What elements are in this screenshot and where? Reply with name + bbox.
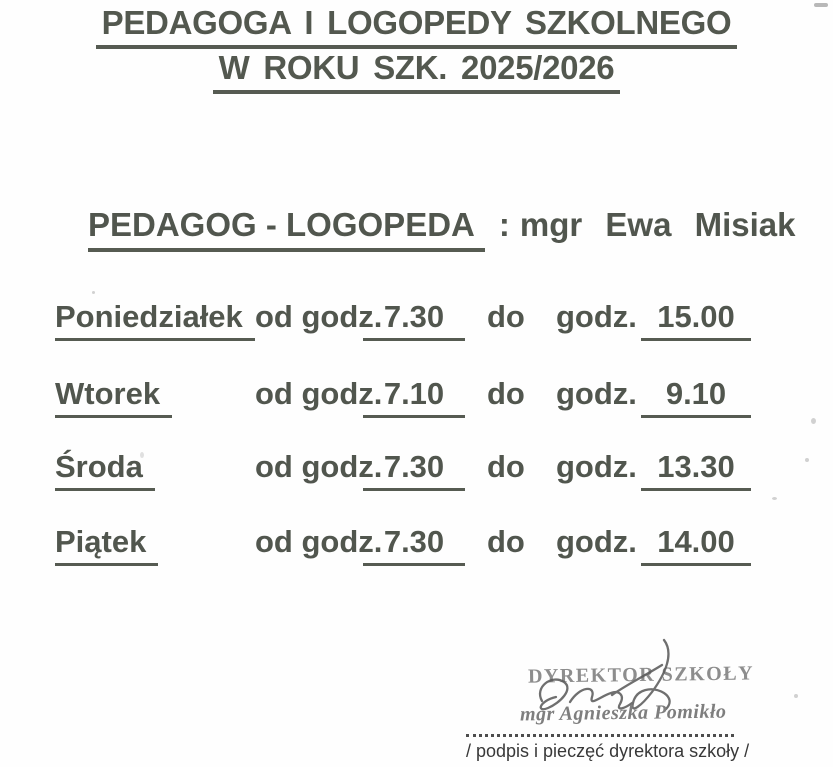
- schedule-row-monday: [0, 299, 833, 347]
- title-line-1-text: PEDAGOGA I LOGOPEDY SZKOLNEGO: [96, 4, 738, 49]
- to-time: 9.10: [641, 376, 751, 418]
- od-godz-label: od godz.: [255, 376, 383, 411]
- from-time: 7.30: [363, 299, 465, 341]
- do-label: do: [487, 449, 525, 484]
- od-godz-label: od godz.: [255, 299, 383, 334]
- do-label: do: [487, 524, 525, 559]
- scan-speck: [92, 291, 95, 294]
- day-label: Poniedziałek: [55, 299, 255, 341]
- director-stamp-name: mgr Agnieszka Pomikło: [519, 700, 727, 726]
- godz-label: godz.: [556, 449, 637, 484]
- day-label: Środa: [55, 449, 155, 491]
- godz-label: godz.: [556, 299, 637, 334]
- scan-speck: [794, 694, 798, 698]
- od-godz-label: od godz.: [255, 449, 383, 484]
- specialist-role: PEDAGOG - LOGOPEDA: [88, 206, 485, 252]
- document-title-line-2: [0, 49, 833, 94]
- schedule-row-wednesday: [0, 449, 833, 497]
- from-time: 7.30: [363, 524, 465, 566]
- od-godz-label: od godz.: [255, 524, 383, 559]
- godz-label: godz.: [556, 376, 637, 411]
- scan-speck: [140, 452, 144, 458]
- director-stamp-title: DYREKTOR SZKOŁY: [527, 662, 755, 688]
- do-label: do: [487, 299, 525, 334]
- document-title-line-1: [0, 4, 833, 49]
- specialist-name: mgr Ewa Misiak: [519, 206, 796, 243]
- godz-label: godz.: [556, 524, 637, 559]
- to-time: 15.00: [641, 299, 751, 341]
- scan-speck: [772, 497, 777, 500]
- schedule-row-tuesday: [0, 376, 833, 424]
- do-label: do: [487, 376, 525, 411]
- to-time: 14.00: [641, 524, 751, 566]
- scan-speck: [814, 3, 828, 7]
- schedule-row-friday: [0, 524, 833, 572]
- scan-speck: [805, 458, 809, 462]
- title-line-2-text: W ROKU SZK. 2025/2026: [213, 49, 621, 94]
- specialist-heading: [88, 206, 795, 252]
- day-label: Piątek: [55, 524, 158, 566]
- signature-caption: / podpis i pieczęć dyrektora szkoły /: [466, 741, 750, 761]
- to-time: 13.30: [641, 449, 751, 491]
- day-label: Wtorek: [55, 376, 172, 418]
- scan-speck: [811, 418, 816, 424]
- from-time: 7.30: [363, 449, 465, 491]
- from-time: 7.10: [363, 376, 465, 418]
- heading-colon: :: [498, 206, 510, 243]
- signature-dotted-line: [466, 726, 734, 737]
